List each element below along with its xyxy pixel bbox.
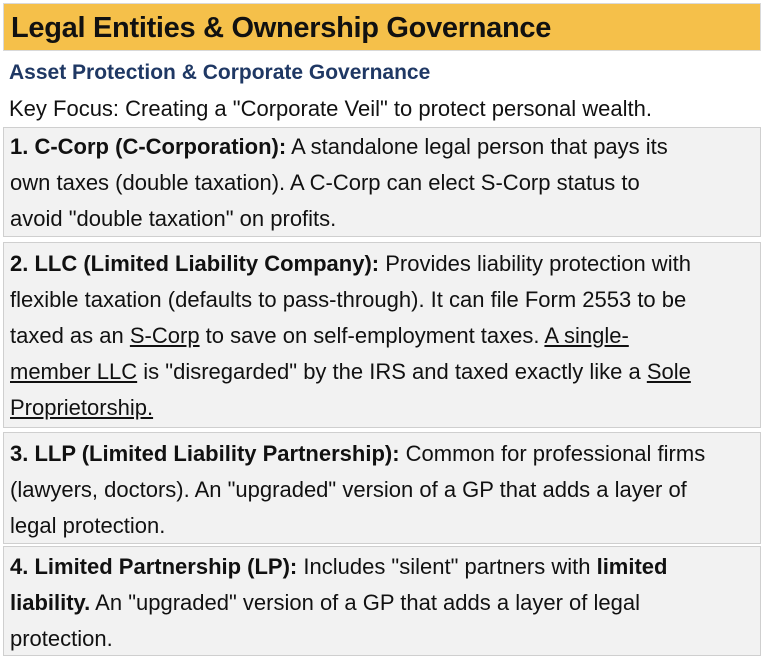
title-banner xyxy=(3,3,761,51)
entity-text: Provides liability protection with xyxy=(379,251,691,276)
entity-line xyxy=(10,395,153,421)
s-corp-link[interactable]: S-Corp xyxy=(129,323,200,348)
entity-heading-llc: 2. LLC (Limited Liability Company): xyxy=(10,251,380,276)
entity-box-llc xyxy=(3,242,761,428)
entity-text: An "upgraded" version of a GP that adds a layer of legal xyxy=(90,590,640,615)
entity-box-lp xyxy=(3,546,761,656)
entity-text: avoid "double taxation" on profits. xyxy=(10,206,337,231)
entity-text: legal protection. xyxy=(10,513,166,538)
entity-line xyxy=(10,554,667,580)
entity-emphasis: limited xyxy=(596,554,668,579)
entity-line xyxy=(10,513,165,539)
entity-text: Common for professional firms xyxy=(399,441,706,466)
entity-line xyxy=(10,477,687,503)
entity-line xyxy=(10,134,668,160)
entity-line xyxy=(10,323,629,349)
entity-text: protection. xyxy=(10,626,113,651)
single-member-llc-link-cont[interactable]: member LLC xyxy=(10,359,138,384)
page-title: Legal Entities & Ownership Governance xyxy=(11,12,552,44)
section-subtitle: Asset Protection & Corporate Governance xyxy=(9,61,431,84)
entity-text: to save on self-employment taxes. xyxy=(199,323,545,348)
entity-line xyxy=(10,441,705,467)
entity-box-ccorp xyxy=(3,127,761,237)
entity-heading-ccorp: 1. C-Corp (C-Corporation): xyxy=(10,134,287,159)
entity-line xyxy=(10,287,686,313)
entity-text: flexible taxation (defaults to pass-through). It can file Form 2553 to be xyxy=(10,287,687,312)
key-focus-text: Key Focus: Creating a "Corporate Veil" to protect personal wealth. xyxy=(9,96,652,121)
entity-text: own taxes (double taxation). A C-Corp can elect S-Corp status to xyxy=(10,170,640,195)
entity-line xyxy=(10,359,691,385)
entity-line xyxy=(10,170,640,196)
entity-text: (lawyers, doctors). An "upgraded" version of a GP that adds a layer of xyxy=(10,477,687,502)
entity-text: is "disregarded" by the IRS and taxed exactly like a xyxy=(137,359,647,384)
sole-proprietorship-link[interactable]: Sole xyxy=(646,359,691,384)
entity-line xyxy=(10,626,113,652)
entity-text: Includes "silent" partners with xyxy=(297,554,597,579)
entity-emphasis: liability. xyxy=(10,590,91,615)
entity-heading-lp: 4. Limited Partnership (LP): xyxy=(10,554,298,579)
entity-line xyxy=(10,206,336,232)
entity-box-llp xyxy=(3,432,761,544)
entity-text: taxed as an xyxy=(10,323,130,348)
entity-text: A standalone legal person that pays its xyxy=(286,134,668,159)
entity-line xyxy=(10,251,691,277)
sole-proprietorship-link-cont[interactable]: Proprietorship. xyxy=(10,395,154,420)
entity-heading-llp: 3. LLP (Limited Liability Partnership): xyxy=(10,441,400,466)
entity-line xyxy=(10,590,640,616)
single-member-llc-link[interactable]: A single- xyxy=(544,323,629,348)
